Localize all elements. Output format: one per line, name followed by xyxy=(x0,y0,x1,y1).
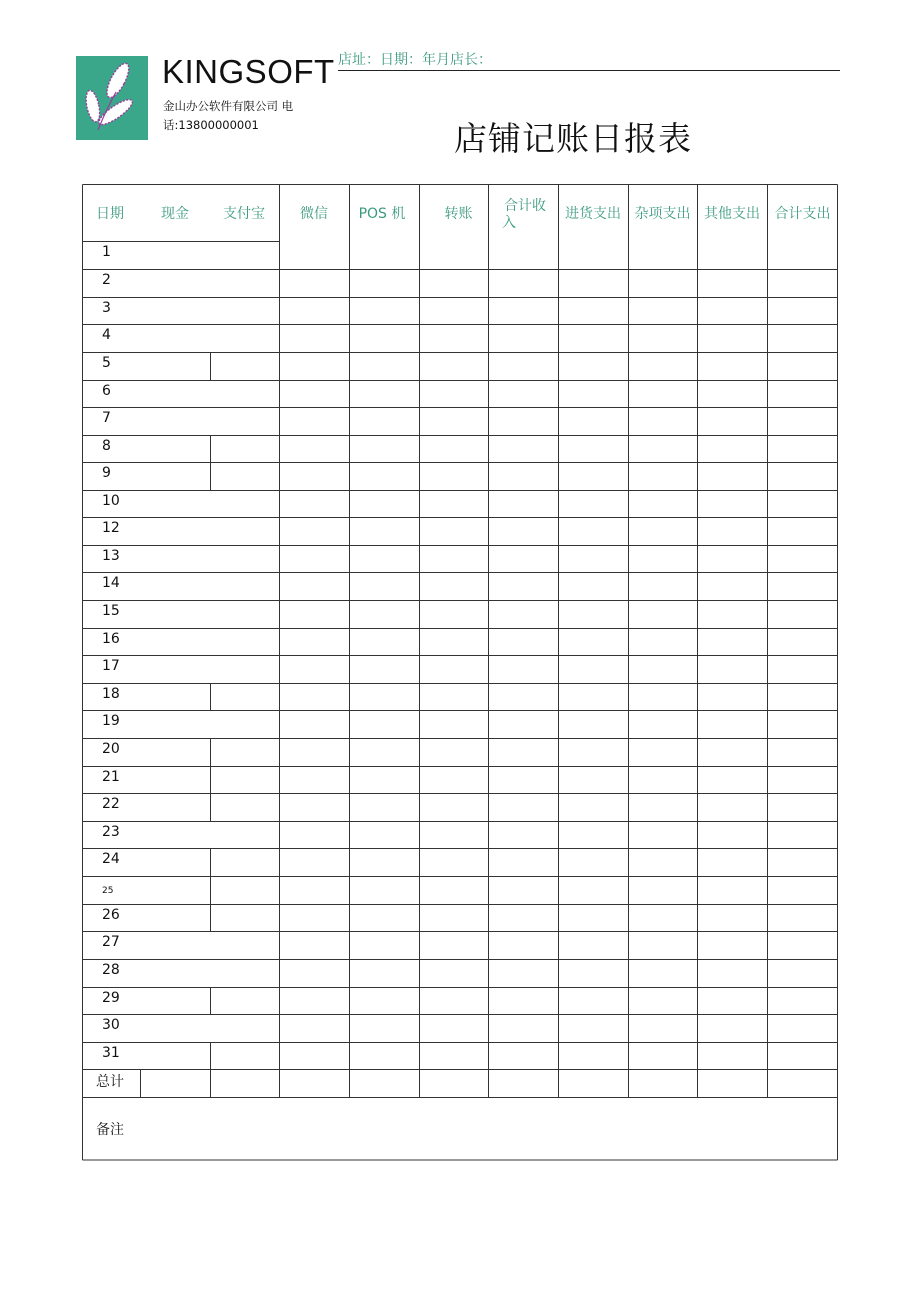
total-label: 总计 xyxy=(96,1074,124,1090)
day-label: 27 xyxy=(102,934,120,950)
company-info xyxy=(163,97,293,135)
table-header xyxy=(96,197,831,231)
column-header-pos: POS 机 xyxy=(358,206,406,222)
day-label: 21 xyxy=(102,769,120,785)
brand-name: KINGSOFT xyxy=(162,53,335,90)
day-label: 31 xyxy=(102,1045,120,1061)
day-label: 1 xyxy=(102,244,111,260)
day-label: 29 xyxy=(102,990,120,1006)
day-label: 26 xyxy=(102,907,120,923)
day-label: 18 xyxy=(102,686,120,702)
day-label: 6 xyxy=(102,383,111,399)
kingsoft-logo xyxy=(76,56,148,140)
day-label: 4 xyxy=(102,327,111,343)
column-header-date: 日期 xyxy=(96,206,124,222)
day-label: 15 xyxy=(102,603,120,619)
day-label: 22 xyxy=(102,796,120,812)
day-label: 17 xyxy=(102,658,120,674)
day-label: 14 xyxy=(102,575,120,591)
company-name: 金山办公软件有限公司 电 xyxy=(163,99,294,113)
report-title: 店铺记账日报表 xyxy=(454,119,692,158)
table-grid xyxy=(82,184,838,1160)
ledger-table xyxy=(82,184,838,1161)
column-header-total-income-line1: 合计收 xyxy=(504,198,546,214)
day-label: 3 xyxy=(102,300,111,316)
table-body xyxy=(96,244,124,1138)
day-label: 9 xyxy=(102,465,111,481)
header-fields: 店址：日期：年月店长： xyxy=(338,51,840,71)
column-header-total-income-line2: 入 xyxy=(502,215,516,231)
day-label: 25 xyxy=(102,886,114,896)
day-label: 16 xyxy=(102,631,120,647)
column-header-other: 其他支出 xyxy=(704,206,760,222)
column-header-cash: 现金 xyxy=(161,206,189,222)
day-label: 2 xyxy=(102,272,111,288)
day-label: 28 xyxy=(102,962,120,978)
day-label: 24 xyxy=(102,851,120,867)
column-header-total-expense: 合计支出 xyxy=(774,206,831,222)
column-header-transfer: 转账 xyxy=(444,206,473,222)
column-header-purchase: 进货支出 xyxy=(565,206,621,222)
day-label: 19 xyxy=(102,713,120,729)
day-label: 12 xyxy=(102,520,120,536)
day-label: 23 xyxy=(102,824,120,840)
day-label: 8 xyxy=(102,438,111,454)
company-phone: 话:13800000001 xyxy=(163,118,259,132)
column-header-alipay: 支付宝 xyxy=(223,206,265,222)
day-label: 13 xyxy=(102,548,120,564)
remarks-label: 备注 xyxy=(96,1122,124,1138)
day-label: 5 xyxy=(102,355,111,371)
column-header-wechat: 微信 xyxy=(300,206,328,222)
column-header-misc: 杂项支出 xyxy=(634,206,691,222)
day-label: 7 xyxy=(102,410,111,426)
day-label: 20 xyxy=(102,741,120,757)
day-label: 10 xyxy=(102,493,120,509)
day-label: 30 xyxy=(102,1017,120,1033)
